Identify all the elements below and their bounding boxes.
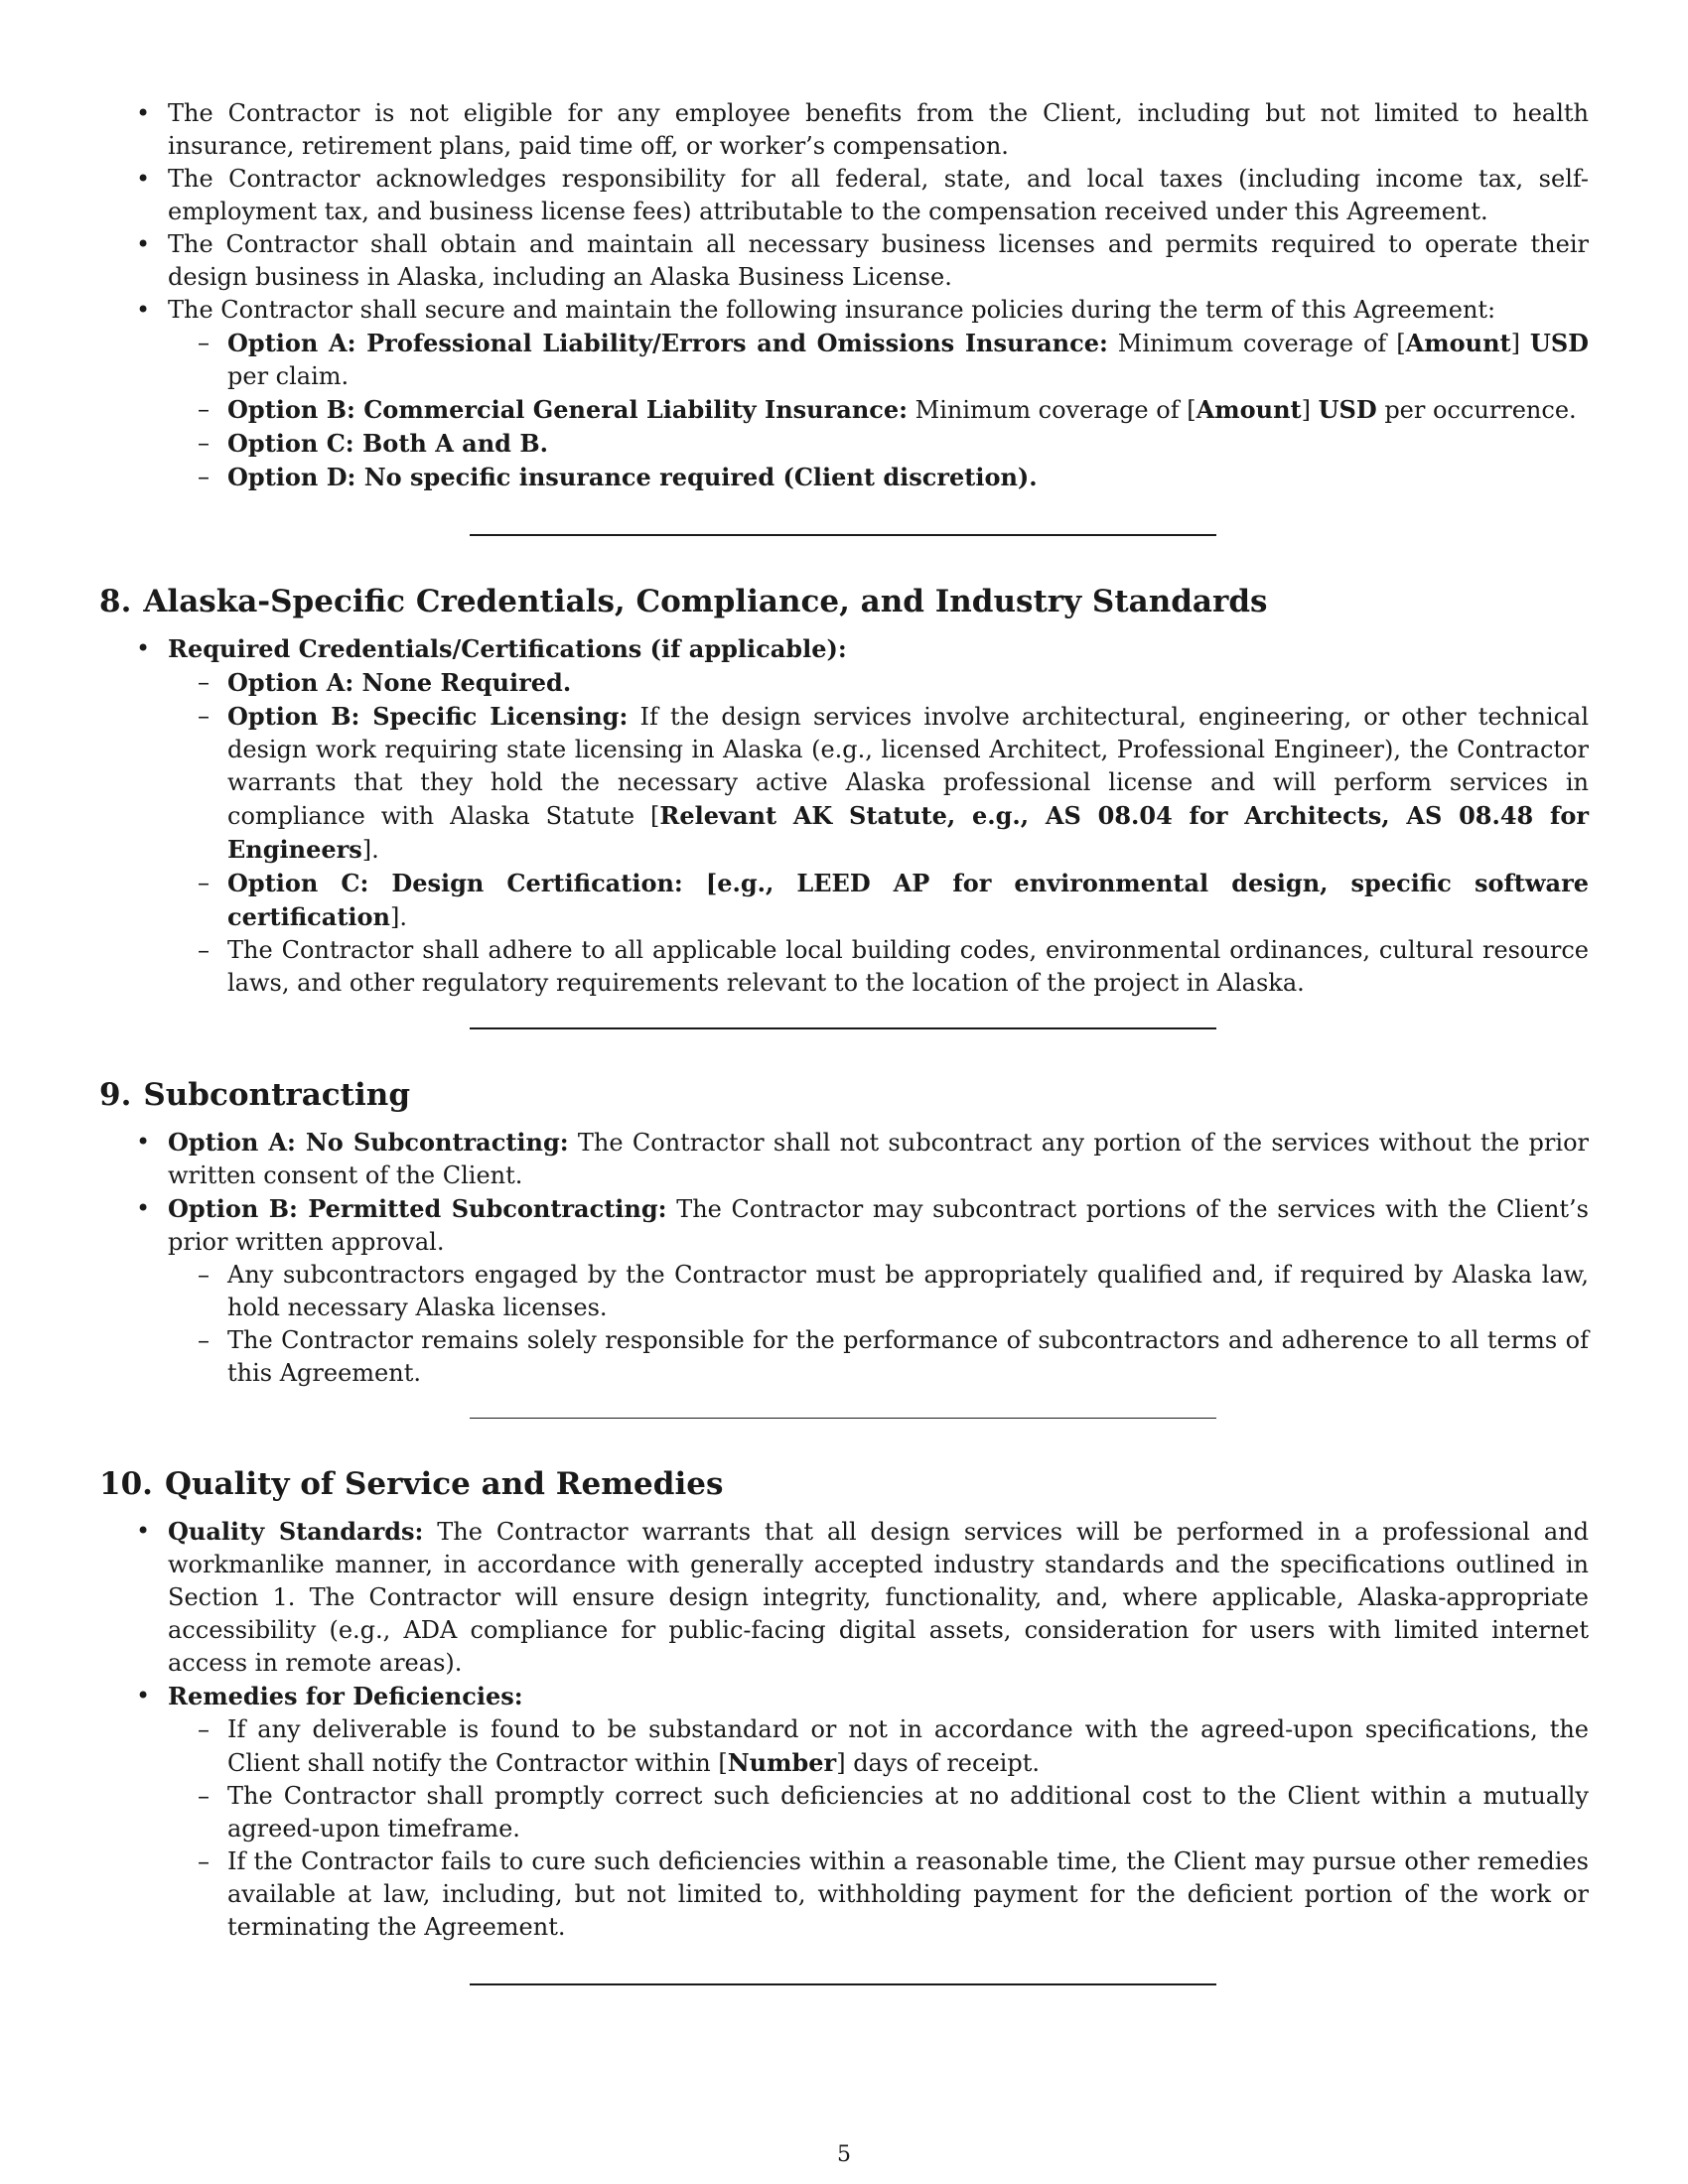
list-item — [168, 1713, 1589, 1780]
option-text: The Contractor shall promptly correct such deficiencies at no additional cost to the Client within a mutually agreed-upon timeframe. — [227, 1782, 1589, 1843]
section-number: 10. — [99, 1466, 153, 1502]
credentials-label: Required Credentials/Certifications (if applicable): — [168, 634, 847, 663]
section9-list — [99, 1126, 1589, 1390]
option-label: Option A: None Required. — [227, 668, 572, 697]
placeholder-amount: Amount — [1405, 329, 1511, 357]
option-text: The Contractor shall not subcontract any portion of the services without the prior written consent of the Client. — [168, 1129, 1589, 1189]
section-divider — [470, 534, 1216, 536]
list-item — [99, 97, 1589, 163]
option-text: ] — [1510, 330, 1530, 357]
section-heading-10 — [99, 1464, 1589, 1504]
bullet-text: The Contractor shall secure and maintain the following insurance policies during the term of this Agreement: — [168, 296, 1496, 324]
option-label: Option B: Specific Licensing: — [227, 702, 629, 731]
option-text: If the design services involve architectural, engineering, or other technical design work requiring state licensing in Alaska (e.g., licensed Architect, Professional Engineer), the Contractor warrants that they hold the necessary active Alaska professional license and will perform services in compliance with Alaska Statute [ — [227, 703, 1590, 830]
credentials-options-list — [168, 666, 1589, 1000]
section7-list — [99, 97, 1589, 494]
option-label: Option A: No Subcontracting: — [168, 1128, 569, 1157]
list-item — [99, 163, 1589, 228]
list-item — [168, 1324, 1589, 1390]
number-placeholder: Number — [727, 1748, 837, 1777]
statute-placeholder: Relevant AK Statute, e.g., AS 08.04 for Architects, AS 08.48 for Engineers — [227, 801, 1589, 864]
option-label: Option B: Commercial General Liability Insurance: — [227, 395, 909, 424]
option-text: ]. — [390, 903, 408, 931]
section-divider — [470, 1983, 1216, 1985]
option-label: Option D: No specific insurance required (Client discretion). — [227, 463, 1038, 491]
insurance-option-b — [168, 393, 1589, 427]
option-text: ] — [1301, 396, 1319, 424]
section-number: 9. — [99, 1077, 132, 1113]
currency-label: USD — [1318, 395, 1377, 424]
page-number: 5 — [837, 2142, 851, 2167]
option-text: The Contractor shall adhere to all applicable local building codes, environmental ordinances, cultural resource laws, and other regulatory requirements relevant to the location of the project in Alaska. — [227, 936, 1589, 997]
option-text: Any subcontractors engaged by the Contractor must be appropriately qualified and, if required by Alaska law, hold necessary Alaska licenses. — [227, 1261, 1589, 1321]
section-number: 8. — [99, 584, 132, 619]
option-label: Option C: Both A and B. — [227, 429, 548, 458]
bullet-text: The Contractor acknowledges responsibility for all federal, state, and local taxes (including income tax, self-employment tax, and business license fees) attributable to the compensation received under this Agreement. — [168, 165, 1589, 225]
option-text: per claim. — [227, 362, 350, 390]
page-content — [99, 97, 1589, 1985]
quality-standards-item — [99, 1515, 1589, 1680]
list-item — [168, 934, 1589, 1000]
section-divider — [470, 1418, 1216, 1419]
credential-option-a — [168, 666, 1589, 700]
list-item — [168, 1259, 1589, 1324]
credential-option-c — [168, 867, 1589, 934]
credential-option-b — [168, 700, 1589, 867]
list-item — [99, 632, 1589, 1000]
section10-list — [99, 1515, 1589, 1944]
option-text: per occurrence. — [1376, 396, 1577, 424]
list-item — [99, 294, 1589, 494]
bullet-text: The Contractor is not eligible for any employee benefits from the Client, including but not limited to health insurance, retirement plans, paid time off, or worker’s compensation. — [168, 99, 1589, 160]
option-label: Quality Standards: — [168, 1517, 424, 1546]
insurance-option-d — [168, 461, 1589, 494]
option-text: ] days of receipt. — [836, 1749, 1040, 1777]
option-text: The Contractor remains solely responsible for the performance of subcontractors and adherence to all terms of this Agreement. — [227, 1326, 1589, 1387]
section-title: Subcontracting — [143, 1077, 410, 1113]
list-item — [168, 1845, 1589, 1944]
insurance-option-c — [168, 427, 1589, 461]
placeholder-amount: Amount — [1196, 395, 1302, 424]
list-item — [99, 228, 1589, 294]
section-title: Alaska-Specific Credentials, Compliance, and Industry Standards — [143, 584, 1268, 619]
subcontracting-conditions-list — [168, 1259, 1589, 1390]
insurance-option-a — [168, 327, 1589, 393]
remedies-item — [99, 1680, 1589, 1944]
section-heading-8 — [99, 582, 1589, 621]
section-title: Quality of Service and Remedies — [164, 1466, 724, 1502]
currency-label: USD — [1529, 329, 1589, 357]
option-label: Option B: Permitted Subcontracting: — [168, 1194, 667, 1223]
section-heading-9 — [99, 1075, 1589, 1115]
bullet-text: The Contractor shall obtain and maintain all necessary business licenses and permits required to operate their design business in Alaska, including an Alaska Business License. — [168, 230, 1589, 291]
insurance-options-list — [168, 327, 1589, 494]
subcontracting-option-b — [99, 1192, 1589, 1390]
option-text: If any deliverable is found to be substandard or not in accordance with the agreed-upon specifications, the Client shall notify the Contractor within [ — [227, 1715, 1589, 1777]
option-text: Minimum coverage of [ — [908, 396, 1196, 424]
option-text: Minimum coverage of [ — [1107, 330, 1406, 357]
subcontracting-option-a — [99, 1126, 1589, 1192]
option-label: Option C: Design Certification: — [227, 869, 683, 897]
list-item — [168, 1780, 1589, 1845]
section8-list — [99, 632, 1589, 1000]
option-text: If the Contractor fails to cure such deficiencies within a reasonable time, the Client may pursue other remedies available at law, including, but not limited to, withholding payment for the deficient portion of the work or terminating the Agreement. — [227, 1847, 1589, 1941]
option-label: Remedies for Deficiencies: — [168, 1682, 523, 1710]
section-divider — [470, 1027, 1216, 1029]
option-label: Option A: Professional Liability/Errors and Omissions Insurance: — [227, 329, 1108, 357]
option-text: The Contractor may subcontract portions of the services with the Client’s prior written approval. — [168, 1195, 1590, 1256]
option-text: [ — [682, 869, 718, 897]
option-text: ]. — [361, 836, 379, 864]
certification-placeholder: e.g., LEED AP for environmental design, specific software certification — [227, 869, 1590, 931]
remedies-list — [168, 1713, 1589, 1944]
option-text: The Contractor warrants that all design services will be performed in a professional and workmanlike manner, in accordance with generally accepted industry standards and the specifications outlined in Section 1. The Contractor will ensure design integrity, functionality, and, where applicable, Alaska-appropriate accessibility (e.g., ADA compliance for public-facing digital assets, consideration for users with limited internet access in remote areas). — [168, 1518, 1589, 1677]
